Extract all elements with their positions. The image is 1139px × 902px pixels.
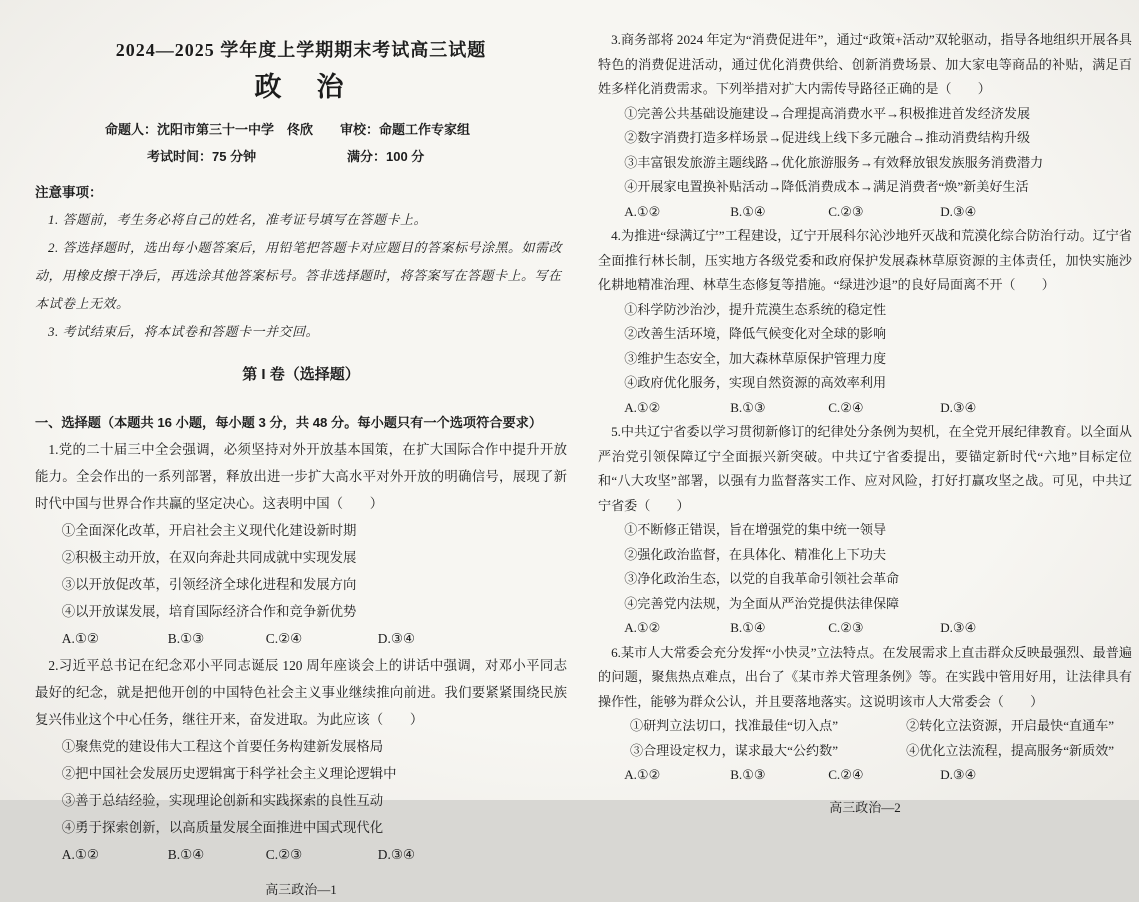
question-1-stem: 1.党的二十届三中全会强调，必须坚持对外开放基本国策，在扩大国际合作中提升开放能力。全会作出的一系列部署，释放出进一步扩大高水平对外开放的明确信号，展现了新时代中国与世界合作共赢的坚定决心。这表明中国（ ） [35,442,567,511]
question-2 [35,652,567,868]
notice-item-1: 1. 答题前，考生务必将自己的姓名，准考证号填写在答题卡上。 [48,212,428,227]
page-2-footer: 高三政治—2 [829,799,901,815]
answer-choice-c: C.②④ [265,631,303,646]
reviewer-label: 审校：命题工作专家组 [340,122,471,137]
section-intro: 一、选择题（本题共 16 小题，每小题 3 分，共 48 分。每小题只有一个选项符合要求） [35,415,543,430]
question-3 [598,28,1132,224]
answer-choice-a: A.①② [624,767,661,782]
answer-choice-a: A.①② [624,399,661,415]
answer-choice-a: A.①② [624,620,661,635]
question-4-option-4: ④政府优化服务，实现自然资源的高效率利用 [624,375,887,390]
subject-title: 政 治 [254,72,348,102]
question-5-option-4: ④完善党内法规，为全面从严治党提供法律保障 [624,595,900,611]
question-5-answer-row [598,616,1132,641]
question-5 [598,420,1132,641]
answer-choice-c: C.②④ [828,399,864,415]
question-2-option-1: ①聚焦党的建设伟大工程这个首要任务构建新发展格局 [61,739,384,754]
question-4 [598,224,1132,420]
answer-choice-b: B.①③ [730,767,766,782]
page-2 [598,28,1132,820]
answer-choice-c: C.②③ [828,203,864,219]
question-6 [598,641,1132,788]
question-3-stem: 3.商务部将 2024 年定为“消费促进年”，通过“政策+活动”双轮驱动，指导各地组织开展各具特色的消费促进活动，通过优化消费供给、创新消费场景、加大家电等商品的补贴，满足百姓多样化消费需求。下列举措对扩大内需传导路径正确的是（ ） [598,32,1132,96]
meta-row-1 [35,116,567,143]
answer-choice-d: D.③④ [940,399,977,415]
notice-item-3: 3. 考试结束后，将本试卷和答题卡一并交回。 [48,324,320,339]
question-6-option-3: ③合理设定权力，谋求最大“公约数” [630,742,839,758]
question-6-answer-row [598,763,1132,788]
question-2-option-3: ③善于总结经验，实现理论创新和实践探索的良性互动 [61,793,384,808]
answer-choice-c: C.②④ [828,767,864,782]
question-4-answer-row [598,396,1132,421]
question-1-option-4: ④以开放谋发展，培育国际经济合作和竞争新优势 [61,604,357,619]
answer-choice-d: D.③④ [377,847,415,862]
question-4-stem: 4.为推进“绿满辽宁”工程建设，辽宁开展科尔沁沙地歼灭战和荒漠化综合防治行动。辽宁省全面推行林长制，压实地方各级党委和政府保护发展森林草原资源的主体责任，加快实施沙化耕地精准治理、林草生态修复等措施。“绿进沙退”的良好局面离不开（ ） [598,228,1132,292]
full-score-label: 满分：100 分 [347,149,425,164]
question-5-option-3: ③净化政治生态，以党的自我革命引领社会革命 [624,571,900,586]
answer-choice-d: D.③④ [377,631,415,646]
answer-choice-a: A.①② [61,847,99,862]
question-4-option-1: ①科学防沙治沙，提升荒漠生态系统的稳定性 [624,301,887,317]
page-1 [35,36,567,902]
question-1-answer-row [35,625,567,652]
answer-choice-c: C.②③ [265,847,303,862]
answer-choice-a: A.①② [61,631,99,646]
question-3-option-3: ③丰富银发旅游主题线路→优化旅游服务→有效释放银发族服务消费潜力 [624,154,1044,170]
question-6-stem: 6.某市人大常委会充分发挥“小快灵”立法特点。在发展需求上直击群众反映最强烈、最普遍的问题，聚焦热点难点，出台了《某市养犬管理条例》等。在实践中管用好用，让法律具有操作性，能够为群众公认，并且要落地落实。这说明该市人大常委会（ ） [598,644,1132,709]
answer-choice-d: D.③④ [940,203,977,219]
answer-choice-a: A.①② [624,203,661,219]
question-4-option-2: ②改善生活环境，降低气候变化对全球的影响 [624,326,887,341]
page-1-footer: 高三政治—1 [265,882,337,897]
answer-choice-b: B.①④ [167,847,205,862]
question-6-options [598,714,1132,763]
question-5-option-2: ②强化政治监督，在具体化、精准化上下功夫 [624,546,887,562]
question-3-option-2: ②数字消费打造多样场景→促进线上线下多元融合→推动消费结构升级 [624,130,1031,145]
question-6-option-2: ②转化立法资源，开启最快“直通车” [906,718,1115,733]
answer-choice-d: D.③④ [940,767,977,782]
question-2-stem: 2.习近平总书记在纪念邓小平同志诞辰 120 周年座谈会上的讲话中强调，对邓小平同志最好的纪念，就是把他开创的中国特色社会主义事业继续推向前进。我们要紧紧围绕民族复兴伟业这个中心任务，继往开来，奋发进取。为此应该（ ） [35,658,567,727]
question-1-option-1: ①全面深化改革，开启社会主义现代化建设新时期 [61,523,357,538]
question-3-option-4: ④开展家电置换补贴活动→降低消费成本→满足消费者“焕”新美好生活 [624,179,1029,194]
exam-duration-label: 考试时间：75 分钟 [147,149,257,164]
question-6-option-1: ①研判立法切口，找准最佳“切入点” [630,718,839,733]
question-3-answer-row [598,200,1132,225]
question-5-stem: 5.中共辽宁省委以学习贯彻新修订的纪律处分条例为契机，在全党开展纪律教育。以全面从严治党引领保障辽宁全面振兴新突破。中共辽宁省委提出，要锚定新时代“六地”目标定位和“八大攻坚”部署，以强有力监督落实工作、应对风险，打好打赢攻坚之战。可见，中共辽宁省委（ ） [598,424,1132,513]
question-5-option-1: ①不断修正错误，旨在增强党的集中统一领导 [624,522,887,537]
page-title: 2024—2025 学年度上学期期末考试高三试题 [115,40,487,60]
section-title: 第 I 卷（选择题） [242,366,360,383]
notice-heading: 注意事项： [35,185,103,200]
question-1-option-2: ②积极主动开放，在双向奔赴共同成就中实现发展 [61,550,357,565]
proposer-label: 命题人：沈阳市第三十一中学 佟欣 [105,122,314,137]
answer-choice-b: B.①③ [730,399,766,415]
answer-choice-b: B.①④ [730,203,766,219]
notice-item-2: 2. 答选择题时，选出每小题答案后，用铅笔把答题卡对应题目的答案标号涂黑。如需改动，用橡皮擦干净后，再选涂其他答案标号。答非选择题时，将答案写在答题卡上。写在本试卷上无效。 [35,240,563,311]
question-2-answer-row [35,841,567,868]
answer-choice-b: B.①③ [167,631,205,646]
answer-choice-d: D.③④ [940,620,977,635]
question-4-option-3: ③维护生态安全，加大森林草原保护管理力度 [624,350,887,366]
question-6-option-4: ④优化立法流程，提高服务“新质效” [906,742,1115,758]
answer-choice-b: B.①④ [730,620,766,635]
question-2-option-2: ②把中国社会发展历史逻辑寓于科学社会主义理论逻辑中 [61,766,397,781]
question-1 [35,436,567,652]
question-3-option-1: ①完善公共基础设施建设→合理提高消费水平→积极推进首发经济发展 [624,105,1031,121]
answer-choice-c: C.②③ [828,620,864,635]
question-1-option-3: ③以开放促改革，引领经济全球化进程和发展方向 [61,577,357,592]
question-2-option-4: ④勇于探索创新，以高质量发展全面推进中国式现代化 [61,820,384,835]
meta-row-2 [35,143,567,170]
